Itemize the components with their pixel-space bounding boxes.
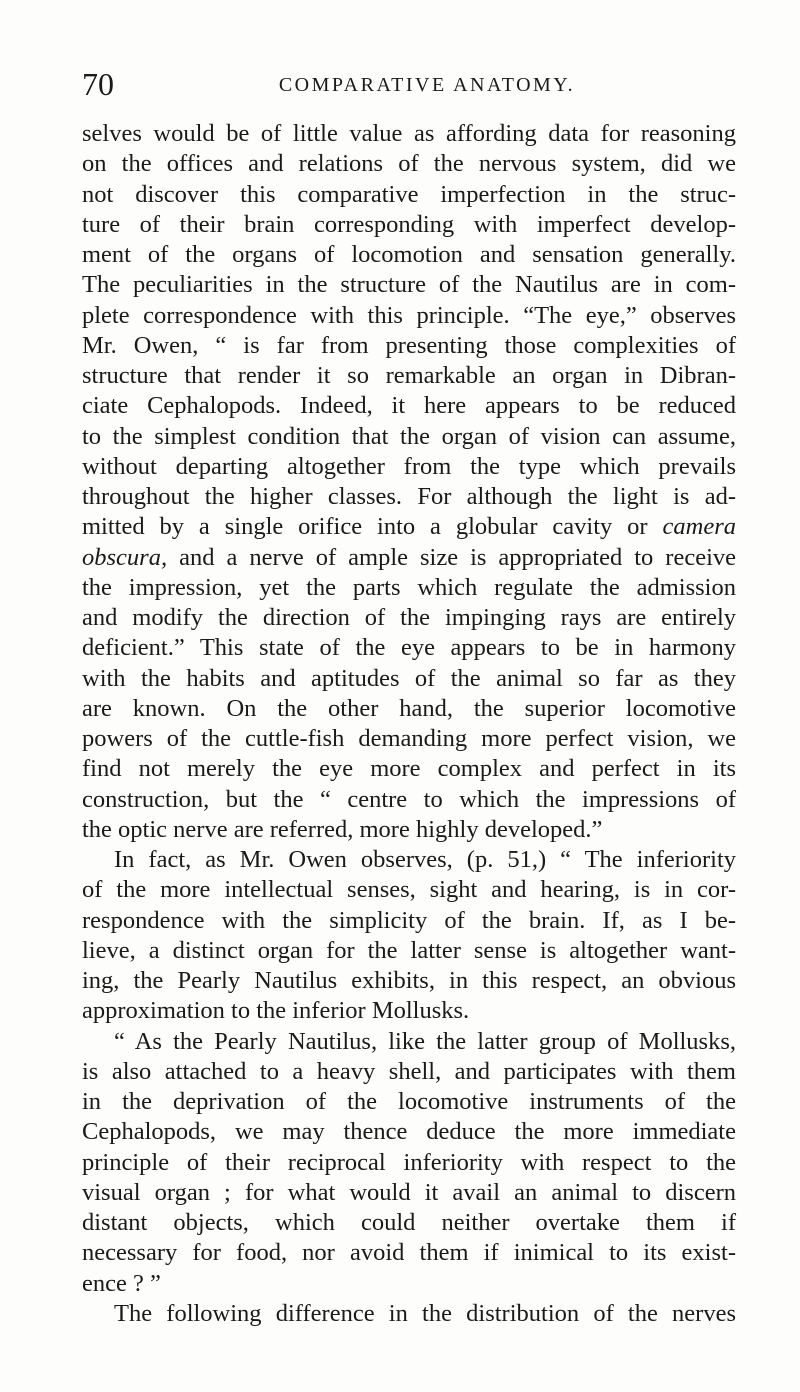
text-line: powers of the cuttle-fish demanding more perfect vision, we xyxy=(82,725,736,752)
text-line: lieve, a distinct organ for the latter sense is altogether want- xyxy=(82,936,736,964)
text-line: principle of their reciprocal inferiority with respect to the xyxy=(82,1148,736,1176)
running-title: COMPARATIVE ANATOMY. xyxy=(278,74,576,96)
text-line: Cephalopods, we may thence deduce the more immediate xyxy=(82,1118,736,1146)
text-line: in the deprivation of the locomotive instruments of the xyxy=(82,1088,736,1115)
text-line: ing, the Pearly Nautilus exhibits, in this respect, an obvious xyxy=(82,967,736,994)
text-line: Mr. Owen, “ is far from presenting those complexities of xyxy=(82,331,736,359)
text-line: and modify the direction of the impinging rays are entirely xyxy=(82,604,736,631)
text-line: distant objects, which could neither overtake them if xyxy=(82,1209,736,1236)
text-line: to the simplest condition that the organ of vision can assume, xyxy=(82,422,736,450)
text-line: mitted by a single orifice into a globular cavity or camera xyxy=(82,513,736,541)
text-line: construction, but the “ centre to which the impressions of xyxy=(82,785,736,813)
text-line: The peculiarities in the structure of the Nautilus are in com- xyxy=(82,271,736,299)
text-line: the impression, yet the parts which regulate the admission xyxy=(82,573,736,601)
text-line: respondence with the simplicity of the brain. If, as I be- xyxy=(82,906,736,934)
text-line: structure that render it so remarkable an organ in Dibran- xyxy=(82,362,736,389)
text-line: is also attached to a heavy shell, and participates with them xyxy=(82,1057,736,1085)
text-line: find not merely the eye more complex and perfect in its xyxy=(82,755,736,783)
text-line: deficient.” This state of the eye appears to be in harmony xyxy=(82,634,736,662)
text-line: ence ? ” xyxy=(82,1269,161,1297)
text-line: the optic nerve are referred, more highly developed.” xyxy=(82,815,603,843)
text-line: of the more intellectual senses, sight and hearing, is in cor- xyxy=(82,876,736,904)
body-text xyxy=(82,119,736,1329)
text-line: ciate Cephalopods. Indeed, it here appears to be reduced xyxy=(82,392,736,420)
text-line: In fact, as Mr. Owen observes, (p. 51,) “ The inferiority xyxy=(114,846,736,873)
running-head xyxy=(82,64,732,104)
page-number: 70 xyxy=(82,66,114,102)
text-line: ment of the organs of locomotion and sensation generally. xyxy=(82,241,736,268)
text-line: The following difference in the distribution of the nerves xyxy=(114,1299,736,1327)
text-line: selves would be of little value as affording data for reasoning xyxy=(82,120,736,147)
text-line: throughout the higher classes. For although the light is ad- xyxy=(82,483,736,510)
text-line: are known. On the other hand, the superior locomotive xyxy=(82,694,736,722)
text-line: not discover this comparative imperfection in the struc- xyxy=(82,180,736,208)
text-line: visual organ ; for what would it avail an animal to discern xyxy=(82,1178,736,1206)
text-line: with the habits and aptitudes of the animal so far as they xyxy=(82,664,736,692)
text-line: obscura, and a nerve of ample size is appropriated to receive xyxy=(82,543,736,571)
text-line: approximation to the inferior Mollusks. xyxy=(82,997,470,1025)
text-line: “ As the Pearly Nautilus, like the latter group of Mollusks, xyxy=(114,1027,736,1055)
text-line: necessary for food, nor avoid them if inimical to its exist- xyxy=(82,1239,736,1267)
text-line: plete correspondence with this principle. “The eye,” observes xyxy=(82,301,736,329)
text-line: on the offices and relations of the nervous system, did we xyxy=(82,150,736,178)
text-line: ture of their brain corresponding with imperfect develop- xyxy=(82,210,736,238)
text-line: without departing altogether from the type which prevails xyxy=(82,452,736,480)
